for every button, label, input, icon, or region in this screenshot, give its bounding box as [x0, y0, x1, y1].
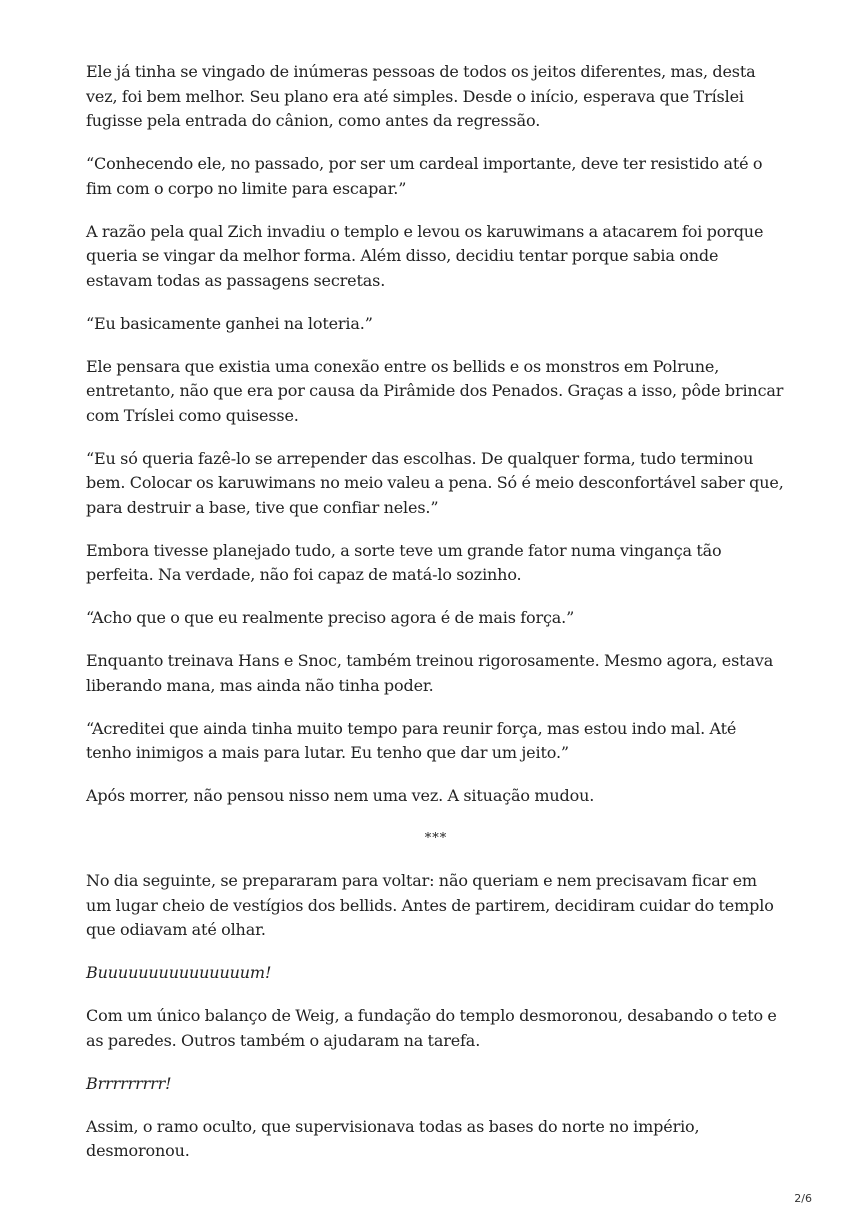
paragraph-5: Ele pensara que existia uma conexão entre os bellids e os monstros em Polrune, entretanto, não que era por causa da Pirâmide dos Penados. Graças a isso, pôde brincar com Tríslei como quisesse.: [86, 356, 784, 425]
paragraph-6: “Eu só queria fazê-lo se arrepender das escolhas. De qualquer forma, tudo terminou bem. Colocar os karuwimans no meio valeu a pena. Só é meio desconfortável saber que, para destruir a base, tive que confiar neles.”: [86, 448, 784, 517]
paragraph-3: A razão pela qual Zich invadiu o templo e levou os karuwimans a atacarem foi porque queria se vingar da melhor forma. Além disso, decidiu tentar porque sabia onde estavam todas as passagens secretas.: [86, 221, 764, 290]
paragraph-9: Enquanto treinava Hans e Snoc, também treinou rigorosamente. Mesmo agora, estava liberando mana, mas ainda não tinha poder.: [86, 651, 774, 695]
paragraph-8: “Acho que o que eu realmente preciso agora é de mais força.”: [86, 608, 575, 627]
paragraph-13: Com um único balanço de Weig, a fundação do templo desmoronou, desabando o teto e as paredes. Outros também o ajudaram na tarefa.: [86, 1006, 777, 1050]
paragraph-2: “Conhecendo ele, no passado, por ser um cardeal importante, deve ter resistido até o fim com o corpo no limite para escapar.”: [86, 154, 763, 198]
paragraph-11: Após morrer, não pensou nisso nem uma vez. A situação mudou.: [86, 786, 595, 805]
paragraph-10: “Acreditei que ainda tinha muito tempo para reunir força, mas estou indo mal. Até tenho inimigos a mais para lutar. Eu tenho que dar um jeito.”: [86, 718, 737, 762]
page-number: 2/6: [794, 1192, 812, 1205]
sound-effect-buum: Buuuuuuuuuuuuuuum!: [86, 963, 272, 982]
sound-effect-brrr: Brrrrrrrrr!: [86, 1073, 172, 1093]
page-content: [86, 60, 786, 1182]
paragraph-4: “Eu basicamente ganhei na loteria.”: [86, 313, 373, 333]
paragraph-1: Ele já tinha se vingado de inúmeras pessoas de todos os jeitos diferentes, mas, desta vez, foi bem melhor. Seu plano era até simples. Desde o início, esperava que Tríslei fugisse pela entrada do cânion, como antes da regressão.: [86, 62, 756, 130]
scene-separator: ***: [424, 831, 448, 846]
paragraph-7: Embora tivesse planejado tudo, a sorte teve um grande fator numa vingança tão perfeita. Na verdade, não foi capaz de matá-lo sozinho.: [86, 540, 722, 584]
paragraph-14: Assim, o ramo oculto, que supervisionava todas as bases do norte no império, desmoronou.: [86, 1116, 700, 1160]
paragraph-12: No dia seguinte, se prepararam para voltar: não queriam e nem precisavam ficar em um lugar cheio de vestígios dos bellids. Antes de partirem, decidiram cuidar do templo que odiavam até olhar.: [86, 871, 774, 939]
